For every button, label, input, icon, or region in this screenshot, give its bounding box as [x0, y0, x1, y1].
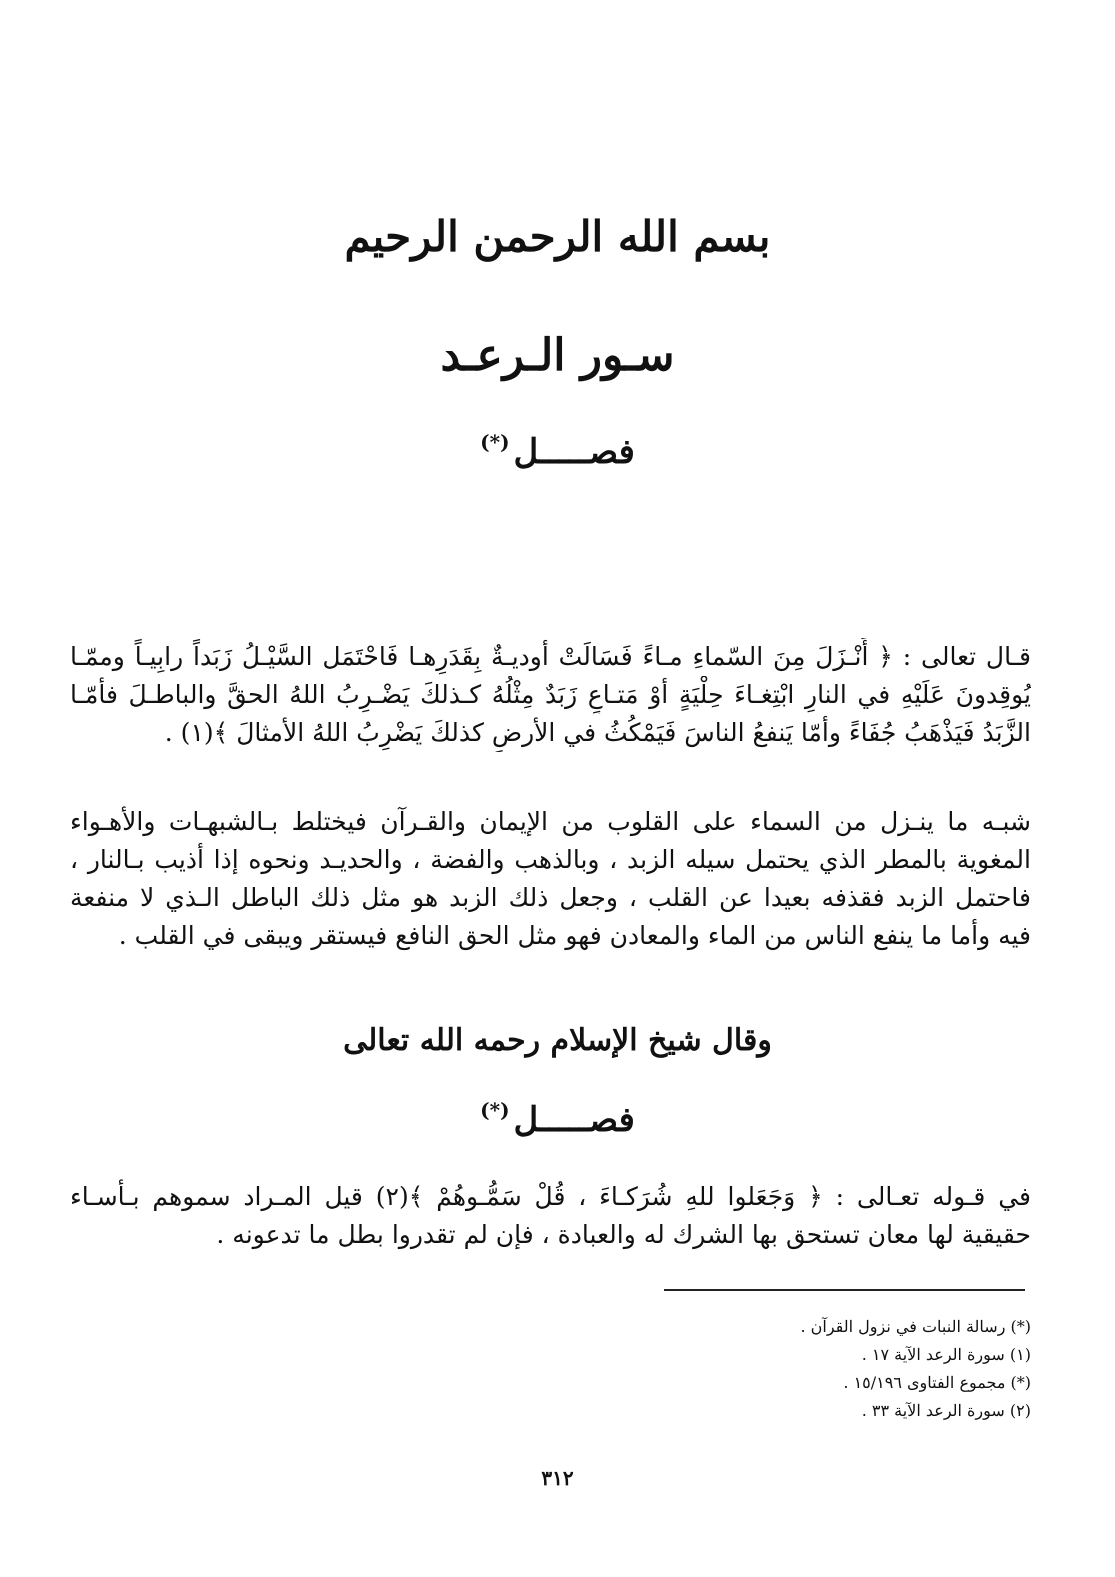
paragraph-3-line-1: في قـوله تعـالى : ﴿ وَجَعَلوا للهِ شُرَكـاءَ ، قُلْ سَمُّـوهُمْ ﴾(٢) قيل المـراد سموهم بـأسـاء [70, 1182, 1031, 1211]
paragraph-2 [70, 803, 1031, 955]
paragraph-1-line-2: يُوقِدونَ عَلَيْهِ في النارِ ابْتِغـاءَ حِلْيَةٍ أوْ مَتـاعٍ زَبَدٌ مِثْلُهُ كـذلكَ يَضْـرِبُ اللهُ الحقَّ والباطـلَ فأمّـا [70, 680, 1031, 709]
footnote-1: (*) رسالة النبات في نزول القرآن . [800, 1317, 1031, 1336]
paragraph-3 [70, 1178, 1031, 1254]
paragraph-2-line-4: فيه وأما ما ينفع الناس من الماء والمعادن فهو مثل الحق النافع فيستقر ويبقى في القلب . [118, 921, 1031, 950]
section-heading-2 [0, 1098, 1115, 1140]
footnotes [431, 1313, 1031, 1425]
surah-title: سـور الـرعـد [440, 330, 675, 381]
paragraph-3-line-2: حقيقية لها معان تستحق بها الشرك له والعبادة ، فإن لم تقدروا بطل ما تدعونه . [216, 1220, 1031, 1249]
paragraph-2-line-1: شبـه ما ينـزل من السماء على القلوب من الإيمان والقـرآن فيختلط بـالشبهـات والأهـواء [70, 807, 1031, 836]
paragraph-1 [70, 638, 1031, 752]
footnote-4: (٢) سورة الرعد الآية ٣٣ . [861, 1401, 1031, 1420]
section-heading-1-footnote-mark: (*) [480, 430, 510, 454]
paragraph-1-line-3: الزَّبَدُ فَيَذْهَبُ جُفَاءً وأمّا يَنفعُ الناسَ فَيَمْكُثُ في الأرضِ كذلكَ يَضْرِبُ اللهُ الأمثالَ ﴾(١) . [164, 718, 1031, 747]
shaykh-heading: وقال شيخ الإسلام رحمه الله تعالى [343, 1023, 772, 1058]
paragraph-2-line-3: فاحتمل الزبد فقذفه بعيدا عن القلب ، وجعل ذلك الزبد هو مثل ذلك الباطل الـذي لا منفعة [70, 883, 1031, 912]
footnote-3: (*) مجموع الفتاوى ١٥/١٩٦ . [843, 1373, 1031, 1392]
basmala-heading: بسم الله الرحمن الرحيم [344, 212, 771, 261]
footnote-2: (١) سورة الرعد الآية ١٧ . [861, 1345, 1031, 1364]
page-number: ٣١٢ [541, 1466, 574, 1490]
section-heading-2-text: فصـــــل [513, 1100, 635, 1140]
section-heading-1-text: فصـــــل [513, 432, 635, 472]
section-heading-2-footnote-mark: (*) [480, 1098, 510, 1122]
paragraph-1-line-1: قـال تعالى : ﴿ أَنْـزَلَ مِنَ السّماءِ مـاءً فَسَالَتْ أوديـةٌ بِقَدَرِهـا فَاحْتَمَل السَّيْـلُ زَبَداً رابِيـاً وممّـا [70, 642, 1031, 671]
paragraph-2-line-2: المغوية بالمطر الذي يحتمل سيله الزبد ، وبالذهب والفضة ، والحديـد ونحوه إذا أذيب بـالنار ، [70, 845, 1031, 874]
footnote-divider [664, 1289, 1025, 1291]
section-heading-1 [0, 430, 1115, 472]
